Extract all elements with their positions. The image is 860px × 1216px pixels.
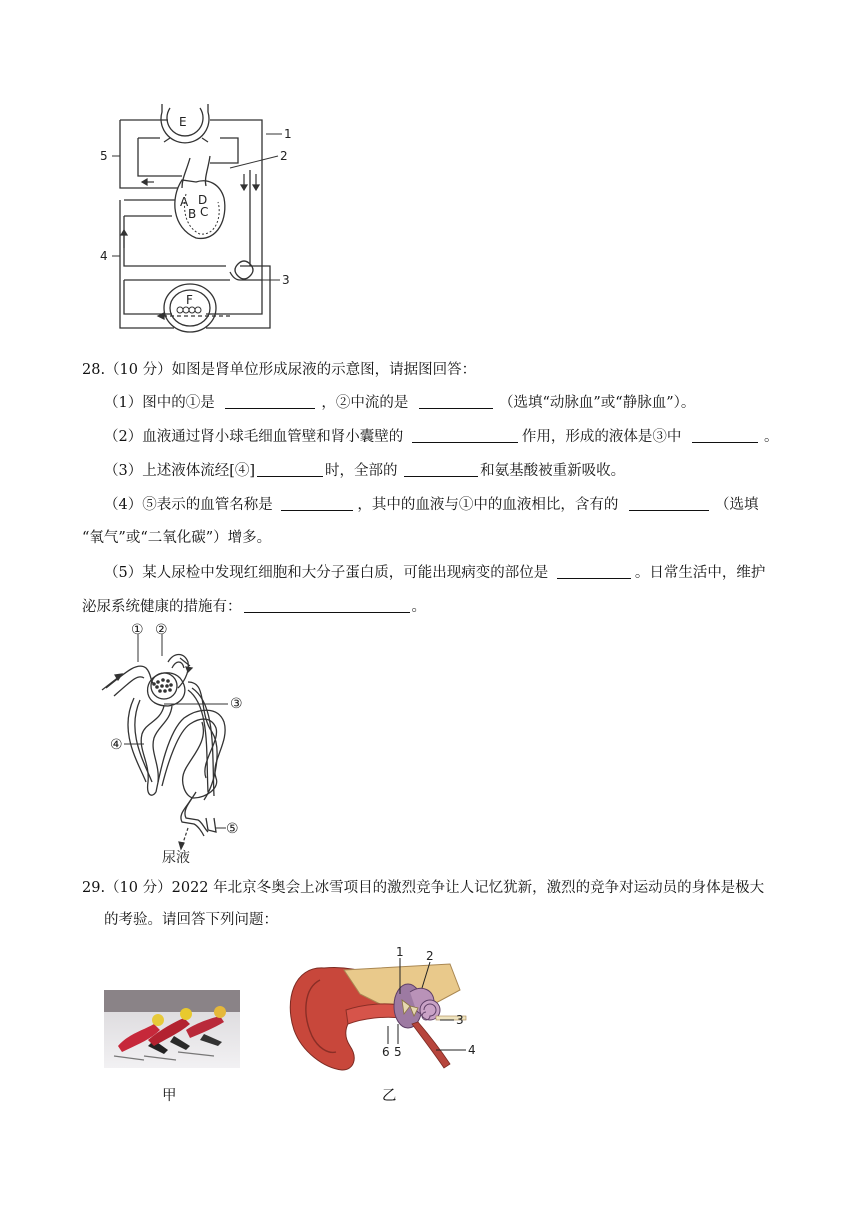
ear-label-4: 4 bbox=[468, 1043, 476, 1057]
q28-part1 bbox=[104, 392, 695, 413]
q28-p4-text-c: （选填 bbox=[714, 497, 759, 513]
nephron-label-1: ① bbox=[131, 622, 144, 638]
ear-anatomy-diagram bbox=[284, 944, 484, 1080]
q28-part2 bbox=[104, 426, 778, 447]
speed-skating-photo bbox=[104, 990, 240, 1068]
label-1: 1 bbox=[284, 127, 292, 141]
nephron-label-3: ③ bbox=[230, 696, 243, 712]
label-A: A bbox=[180, 195, 189, 209]
q28-p5-text-d: 。 bbox=[411, 599, 426, 615]
q28-p4-blank-2[interactable] bbox=[629, 494, 709, 511]
q28-p1-blank-2[interactable] bbox=[419, 392, 493, 409]
q28-part5 bbox=[104, 562, 765, 583]
label-E: E bbox=[179, 115, 187, 129]
q29-stem-line2: 的考验。请回答下列问题： bbox=[104, 912, 278, 928]
circulation-diagram bbox=[90, 98, 300, 338]
label-4: 4 bbox=[100, 249, 108, 263]
label-F: F bbox=[186, 293, 193, 307]
fig-yi-caption: 乙 bbox=[382, 1088, 397, 1104]
q28-part5-cont bbox=[82, 596, 426, 617]
q28-p2-text-a: （2）血液通过肾小球毛细血管壁和肾小囊壁的 bbox=[104, 429, 404, 445]
q28-p3-blank-1[interactable] bbox=[257, 460, 323, 477]
q28-p1-text-a: （1）图中的①是 bbox=[104, 395, 215, 411]
q28-part4 bbox=[104, 494, 758, 515]
nephron-label-4: ④ bbox=[110, 737, 123, 753]
ear-label-2: 2 bbox=[426, 949, 434, 963]
nephron-label-5: ⑤ bbox=[226, 821, 239, 837]
q28-p5-text-b: 。日常生活中，维护 bbox=[634, 565, 766, 581]
q28-p3-text-c: 和氨基酸被重新吸收。 bbox=[480, 463, 626, 479]
q28-p5-blank-1[interactable] bbox=[557, 562, 631, 579]
q28-p4-blank-1[interactable] bbox=[281, 494, 353, 511]
nephron-diagram bbox=[98, 622, 268, 872]
label-B: B bbox=[188, 207, 197, 221]
ear-label-5: 5 bbox=[394, 1045, 402, 1059]
q29-stem-line1: 29.（10 分）2022 年北京冬奥会上冰雪项目的激烈竞争让人记忆犹新，激烈的竞争对运动员的身体是极大 bbox=[82, 880, 765, 896]
q28-p3-blank-2[interactable] bbox=[404, 460, 478, 477]
ear-label-6: 6 bbox=[382, 1045, 390, 1059]
label-3: 3 bbox=[282, 273, 290, 287]
q28-p1-blank-1[interactable] bbox=[225, 392, 315, 409]
q28-p5-text-c: 泌尿系统健康的措施有： bbox=[82, 599, 242, 615]
q28-p4-text-a: （4）⑤表示的血管名称是 bbox=[104, 497, 273, 513]
label-2: 2 bbox=[280, 149, 288, 163]
q28-part3 bbox=[104, 460, 625, 481]
nephron-label-2: ② bbox=[155, 622, 168, 638]
label-5: 5 bbox=[100, 149, 108, 163]
q28-p3-text-a: （3）上述液体流经[④] bbox=[104, 463, 256, 479]
q28-p5-blank-2[interactable] bbox=[244, 596, 410, 613]
q28-stem: 28.（10 分）如图是肾单位形成尿液的示意图，请据图回答： bbox=[82, 362, 477, 378]
q28-p2-text-c: 。 bbox=[763, 429, 779, 445]
ear-label-3: 3 bbox=[456, 1013, 464, 1027]
ear-label-1: 1 bbox=[396, 945, 404, 959]
nephron-caption-urine: 尿液 bbox=[162, 850, 190, 866]
q28-p4-text-b: ，其中的血液与①中的血液相比，含有的 bbox=[357, 497, 619, 513]
label-D: D bbox=[198, 193, 208, 207]
q28-p1-text-c: （选填“动脉血”或“静脉血”）。 bbox=[498, 395, 696, 411]
q28-part4-cont: “氧气”或“二氧化碳”）增多。 bbox=[82, 530, 272, 546]
q28-p2-text-b: 作用，形成的液体是③中 bbox=[521, 429, 682, 445]
q28-p2-blank-2[interactable] bbox=[692, 426, 758, 443]
q28-p3-text-b: 时，全部的 bbox=[325, 463, 398, 479]
q28-p5-text-a: （5）某人尿检中发现红细胞和大分子蛋白质，可能出现病变的部位是 bbox=[104, 565, 549, 581]
label-C: C bbox=[200, 205, 209, 219]
fig-jia-caption: 甲 bbox=[162, 1088, 177, 1104]
q28-p2-blank-1[interactable] bbox=[412, 426, 518, 443]
q28-p1-text-b: ，②中流的是 bbox=[321, 395, 409, 411]
